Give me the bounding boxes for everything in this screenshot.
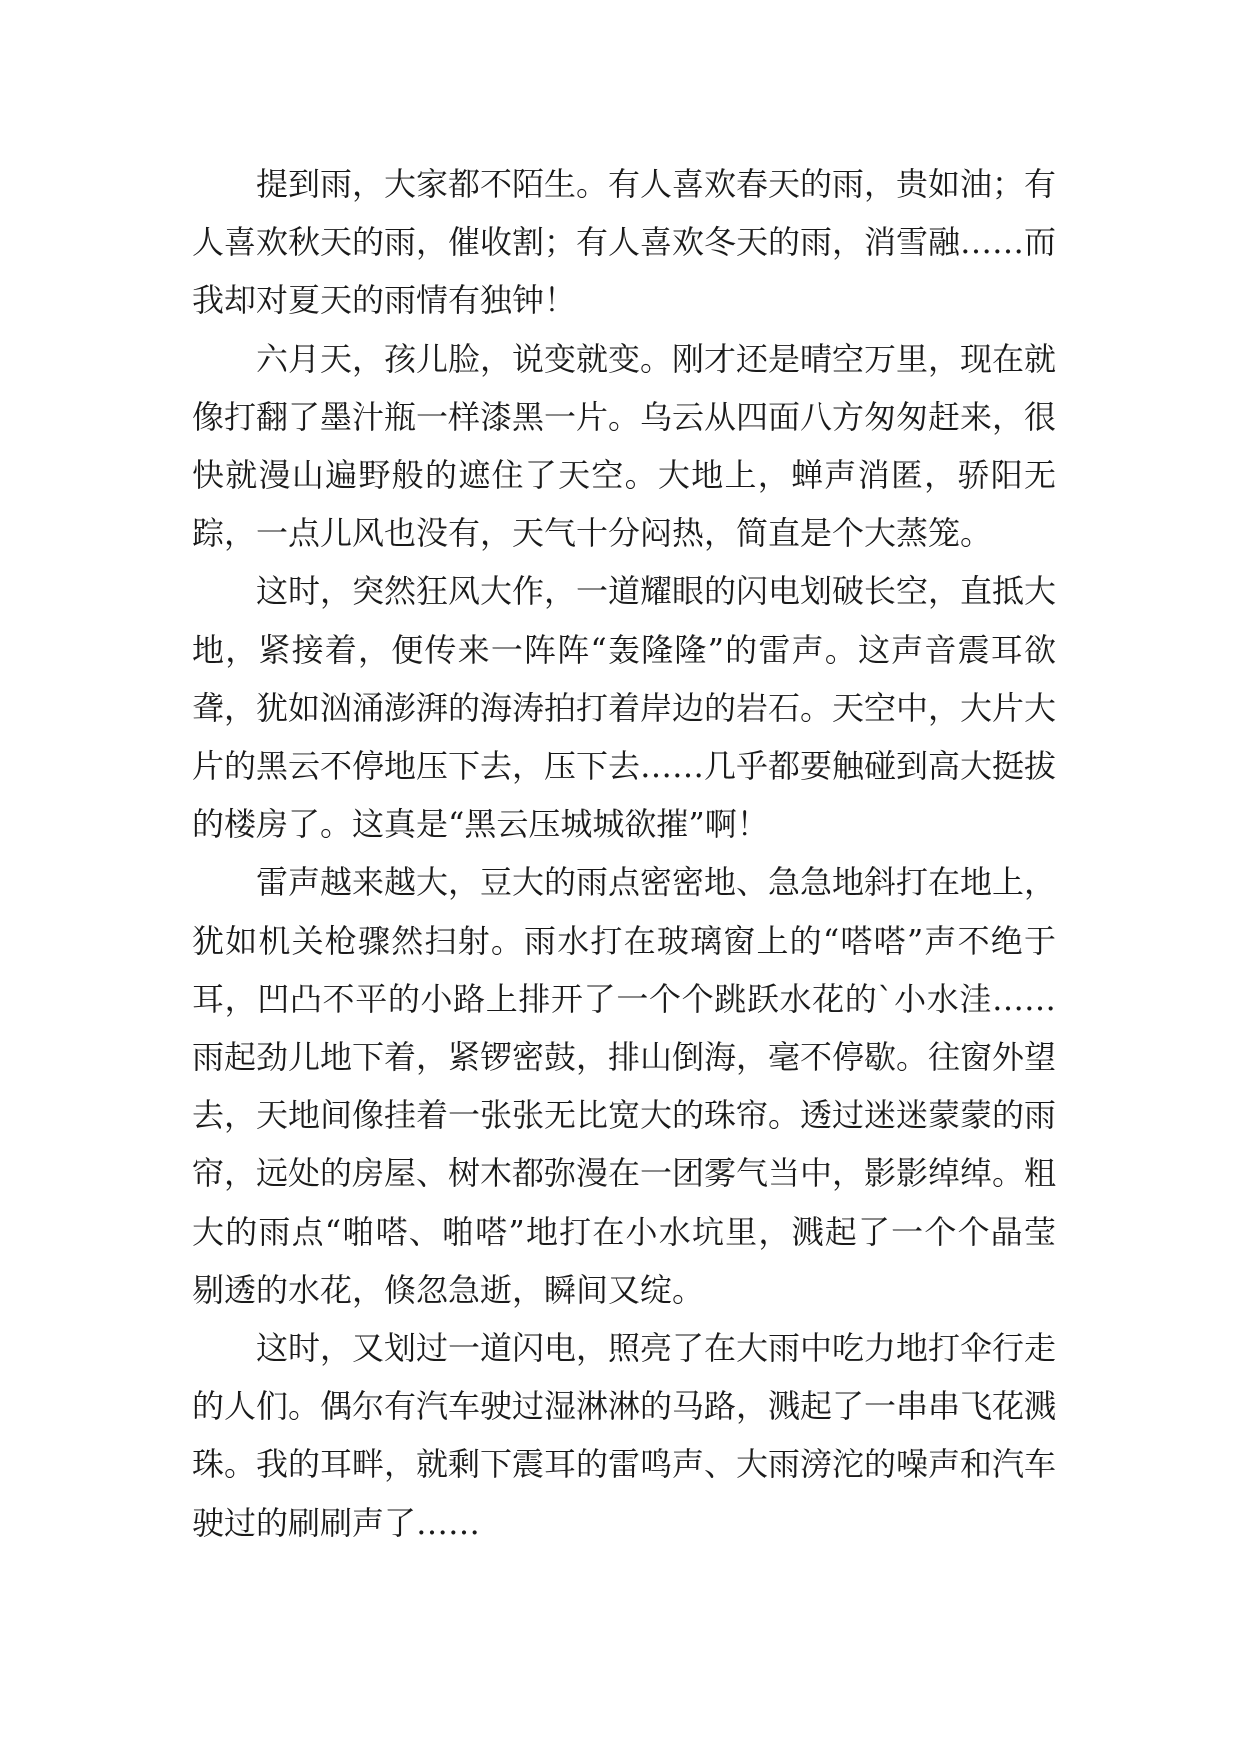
paragraph-2: 六月天，孩儿脸，说变就变。刚才还是晴空万里，现在就像打翻了墨汁瓶一样漆黑一片。乌云从四面八方匆匆赶来，很快就漫山遍野般的遮住了天空。大地上，蝉声消匿，骄阳无踪，一点儿风也没有，天气十分闷热，简直是个大蒸笼。 [192,339,1057,553]
article-body [192,155,1056,1552]
paragraph-4: 雷声越来越大，豆大的雨点密密地、急急地斜打在地上，犹如机关枪骤然扫射。雨水打在玻璃窗上的“嗒嗒”声不绝于耳，凹凸不平的小路上排开了一个个跳跃水花的`小水洼……雨起劲儿地下着，紧锣密鼓，排山倒海，毫不停歇。往窗外望去，天地间像挂着一张张无比宽大的珠帘。透过迷迷蒙蒙的雨帘，远处的房屋、树木都弥漫在一团雾气当中，影影绰绰。粗大的雨点“啪嗒、啪嗒”地打在小水坑里，溅起了一个个晶莹剔透的水花，倏忽急逝，瞬间又绽。 [192,863,1057,1309]
paragraph-3: 这时，突然狂风大作，一道耀眼的闪电划破长空，直抵大地，紧接着，便传来一阵阵“轰隆隆”的雷声。这声音震耳欲聋，犹如汹涌澎湃的海涛拍打着岸边的岩石。天空中，大片大片的黑云不停地压下去，压下去……几乎都要触碰到高大挺拔的楼房了。这真是“黑云压城城欲摧”啊！ [192,572,1057,844]
paragraph-5: 这时，又划过一道闪电，照亮了在大雨中吃力地打伞行走的人们。偶尔有汽车驶过湿淋淋的马路，溅起了一串串飞花溅珠。我的耳畔，就剩下震耳的雷鸣声、大雨滂沱的噪声和汽车驶过的刷刷声了…… [192,1329,1057,1542]
paragraph-1: 提到雨，大家都不陌生。有人喜欢春天的雨，贵如油；有人喜欢秋天的雨，催收割；有人喜欢冬天的雨，消雪融……而我却对夏天的雨情有独钟！ [192,165,1057,320]
